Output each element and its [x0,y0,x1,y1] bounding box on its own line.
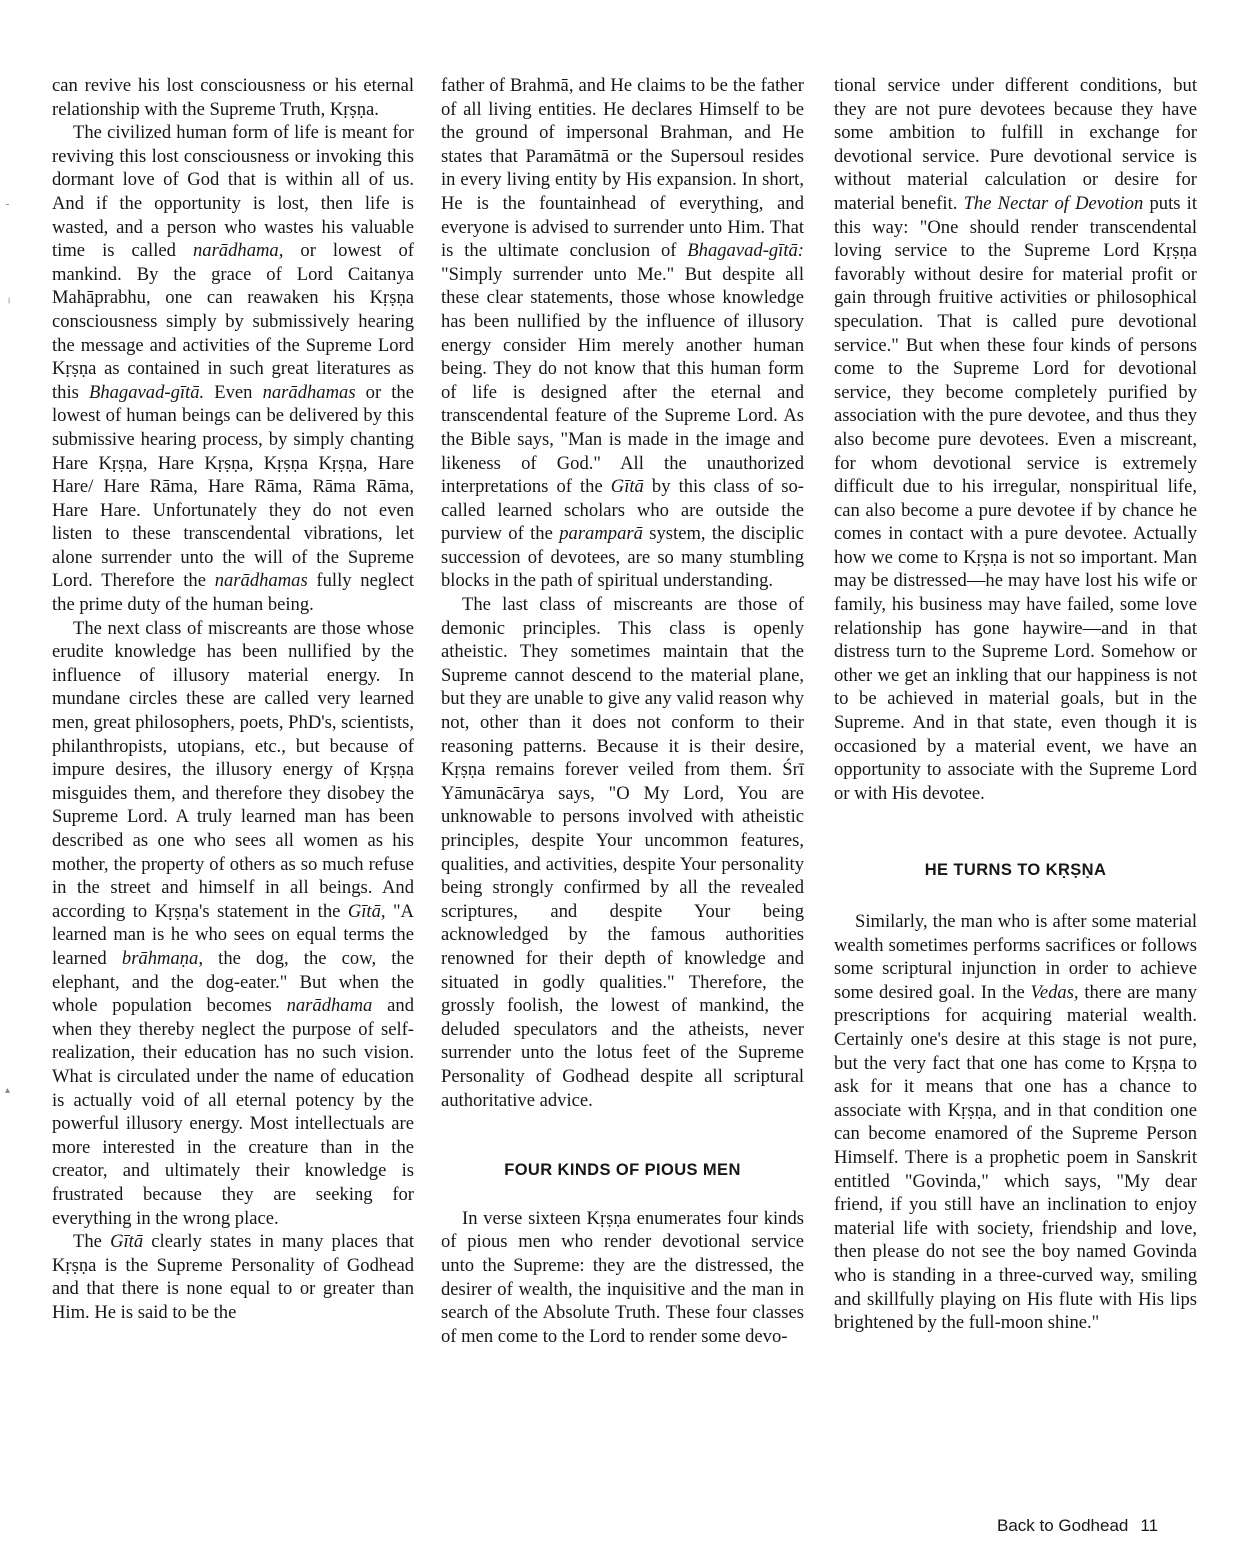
paragraph: In verse sixteen Kṛṣṇa enumerates four kinds of pious men who render devotional service unto the Supreme: they are the distressed, the desirer of wealth, the inquisitive and the man in search of the Absolute Truth. These four classes of men come to the Lord to render some devo- [441,1207,804,1347]
page-footer [997,1516,1158,1536]
column-1 [52,74,414,1324]
section-heading: HE TURNS TO KṚṢṆA [924,861,1107,880]
paragraph: The civilized human form of life is meant for reviving this lost consciousness or invoking this dormant love of God that is within all of us. And if the opportunity is lost, then life is wasted, and a person who wastes his valuable time is called narādhama, or lowest of mankind. By the grace of Lord Caitanya Mahāprabhu, one can reawaken his Kṛṣṇa consciousness simply by submissively hearing the message and activities of the Supreme Lord Kṛṣṇa as contained in such great literatures as this Bhagavad-gītā. Even narādhamas or the lowest of human beings can be delivered by this submissive hearing process, by simply chanting Hare Kṛṣṇa, Hare Kṛṣṇa, Kṛṣṇa Kṛṣṇa, Hare Hare/ Hare Rāma, Hare Rāma, Rāma Rāma, Hare Hare. Unfortunately they do not even listen to these transcendental vibrations, let alone surrender unto the will of the Supreme Lord. Therefore the narādhamas fully neglect the prime duty of the human being. [52,122,414,616]
paragraph: father of Brahmā, and He claims to be the father of all living entities. He declares Himself to be the ground of impersonal Brahman, and He states that Paramātmā or the Supersoul resides in every living entity by His expansion. In short, He is the fountainhead of everything, and everyone is advised to surrender unto Him. That is the ultimate conclusion of Bhagavad-gītā: "Simply surrender unto Me." But despite all these clear statements, those whose knowledge has been nullified by the influence of illusory energy consider Him merely another human being. They do not know that this human form of life is designed after the eternal and transcendental feature of the Supreme Lord. As the Bible says, "Man is made in the image and likeness of God." All the unauthorized interpretations of the Gītā by this class of so-called learned scholars who are outside the purview of the paramparā system, the disciplic succession of devotees, are so many stumbling blocks in the path of spiritual understanding. [441,75,804,592]
magazine-title: Back to Godhead [997,1516,1129,1535]
paragraph: The last class of miscreants are those of demonic principles. This class is openly atheistic. They sometimes maintain that the Supreme cannot descend to the material plane, but they are unable to give any valid reason why not, other than it does not conform to their reasoning patterns. Because it is their desire, Kṛṣṇa remains forever veiled from them. Śrī Yāmunācārya says, "O My Lord, You are unknowable to persons involved with atheistic principles, despite Your uncommon features, qualities, and activities, despite Your personality being strongly confirmed by all the revealed scriptures, and despite Your being acknowledged by the famous authorities renowned for their depth of knowledge and situated in godly qualities." Therefore, the grossly foolish, the lowest of mankind, the deluded speculators and the atheists, never surrender unto the lotus feet of the Supreme Personality of Godhead despite all scriptural authoritative advice. [441,594,804,1111]
paragraph: tional service under different conditions, but they are not pure devotees because they have some ambition to fulfill in exchange for devotional service. Pure devotional service is without material calculation or desire for material benefit. The Nectar of Devotion puts it this way: "One should render transcendental loving service to the Supreme Lord Kṛṣṇa favorably without desire for material profit or gain through fruitive activities or philosophical speculation. That is called pure devotional service." But when these four kinds of persons come to the Supreme Lord for devotional service, they become completely purified by association with the pure devotee, and thus they also become pure devotees. Even a miscreant, for whom devotional service is extremely difficult due to his irregular, nonspiritual life, can also become a pure devotee if by chance he comes in contact with a pure devotee. Actually how we come to Kṛṣṇa is not so important. Man may be distressed—he may have lost his wife or family, his business may have failed, some love relationship has gone haywire—and in that distress turn to the Supreme Lord. Somehow or other we get an inkling that our happiness is not to be achieved in material goals, but in the Supreme. And in that state, even though it is occasioned by a material event, we have an opportunity to associate with the Supreme Lord or with His devotee. [834,75,1197,804]
scan-mark: ▴ [5,1085,11,1096]
scan-mark: ╷ [6,293,13,304]
section-heading: FOUR KINDS OF PIOUS MEN [504,1161,741,1180]
column-3 [834,74,1197,1335]
paragraph: The next class of miscreants are those whose erudite knowledge has been nullified by the influence of illusory material energy. In mundane circles these are called very learned men, great philosophers, poets, PhD's, scientists, philanthropists, utopians, etc., but because of impure desires, the illusory energy of Kṛṣṇa misguides them, and therefore they disobey the Supreme Lord. A truly learned man has been described as one who sees all women as his mother, the property of others as so much refuse in the street and himself in all beings. And according to Kṛṣṇa's statement in the Gītā, "A learned man is he who sees on equal terms the learned brāhmaṇa, the dog, the cow, the elephant, and the dog-eater." But when the whole population becomes narādhama and when they thereby neglect the purpose of self-realization, their education has no such vision. What is circulated under the name of education is actually void of all eternal potency by the powerful illusory energy. Most intellectuals are more interested in the creature than in the creator, and ultimately their knowledge is frustrated because they are seeking for everything in the wrong place. [52,617,415,1229]
column-2 [441,74,804,1348]
scan-mark: ╴ [6,200,13,211]
paragraph: Similarly, the man who is after some material wealth sometimes performs sacrifices or follows some scriptural injunction in order to achieve some desired goal. In the Vedas, there are many prescriptions for acquiring material wealth. Certainly one's desire at this stage is not pure, but the very fact that one has come to Kṛṣṇa to ask for it means that one has a chance to associate with Kṛṣṇa, and in that condition one can become enamored of the Supreme Person Himself. There is a prophetic poem in Sanskrit entitled "Govinda," which says, "My dear friend, if you still have an inclination to enjoy material life with society, friendship and love, then please do not see the boy named Govinda who is standing in a three-curved way, smiling and skillfully playing on His flute with His lips brightened by the full-moon shine." [834,911,1197,1334]
page-number: 11 [1140,1516,1159,1535]
paragraph: The Gītā clearly states in many places that Kṛṣṇa is the Supreme Personality of Godhead and that there is none equal to or greater than Him. He is said to be the [52,1231,415,1323]
paragraph: can revive his lost consciousness or his eternal relationship with the Supreme Truth, Kṛṣṇa. [52,75,414,120]
